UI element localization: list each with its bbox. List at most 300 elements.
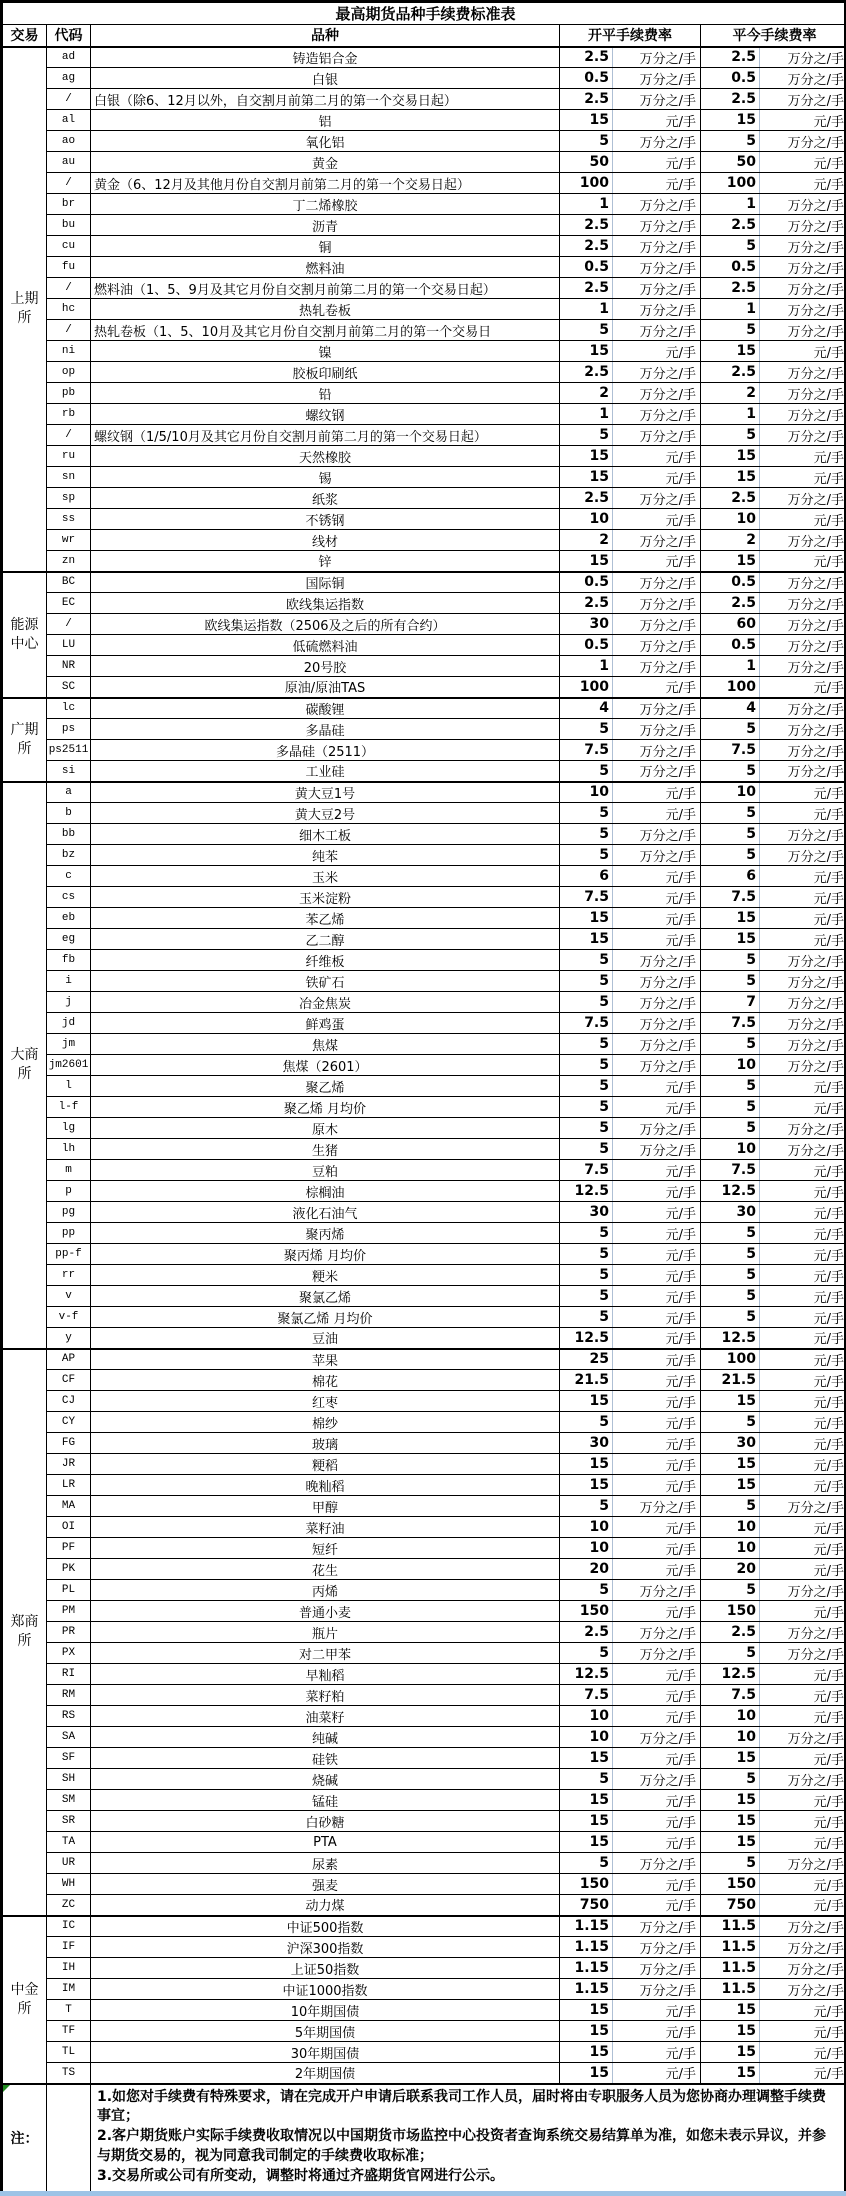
table-row [3,1937,846,1958]
product-cell: 沪深300指数 [91,1937,560,1958]
fee-table-body [3,47,846,2084]
close-today-fee-unit-cell: 元/手 [760,1664,846,1685]
open-fee-value-cell: 30 [560,1202,613,1223]
product-cell: 油菜籽 [91,1706,560,1727]
code-cell: pb [47,383,91,404]
close-today-fee-value-cell: 15 [701,2021,760,2042]
close-today-fee-unit-cell: 元/手 [760,1349,846,1370]
close-today-fee-unit-cell: 万分之/手 [760,1916,846,1937]
close-today-fee-value-cell: 5 [701,950,760,971]
note-line: 2.客户期货账户实际手续费收取情况以中国期货市场监控中心投资者查询系统交易结算单为准，如您未表示异议，并参与期货交易的，视为同意我司制定的手续费收取标准； [97,2127,840,2167]
close-today-fee-value-cell: 100 [701,677,760,698]
open-fee-value-cell: 5 [560,1643,613,1664]
code-cell: l-f [47,1097,91,1118]
product-cell: 上证50指数 [91,1958,560,1979]
page-title: 最高期货品种手续费标准表 [3,3,846,25]
code-cell: TF [47,2021,91,2042]
exchange-label: 郑商所 [10,1613,40,1651]
open-fee-unit-cell: 元/手 [613,1706,701,1727]
open-fee-unit-cell: 元/手 [613,1790,701,1811]
open-fee-value-cell: 15 [560,467,613,488]
code-cell: LU [47,635,91,656]
open-fee-value-cell: 750 [560,1895,613,1916]
table-row [3,404,846,425]
code-cell: y [47,1328,91,1349]
close-today-fee-value-cell: 5 [701,971,760,992]
code-cell: T [47,2000,91,2021]
close-today-fee-unit-cell: 元/手 [760,1601,846,1622]
product-cell: 锌 [91,551,560,572]
product-cell: 螺纹钢 [91,404,560,425]
code-cell: IC [47,1916,91,1937]
open-fee-unit-cell: 万分之/手 [613,425,701,446]
fee-table-head [3,3,846,47]
table-row [3,1580,846,1601]
close-today-fee-value-cell: 0.5 [701,257,760,278]
code-cell: WH [47,1874,91,1895]
close-today-fee-value-cell: 5 [701,803,760,824]
table-row [3,89,846,110]
close-today-fee-unit-cell: 元/手 [760,1160,846,1181]
open-fee-unit-cell: 元/手 [613,509,701,530]
exchange-cell [3,782,47,1349]
open-fee-value-cell: 2.5 [560,215,613,236]
close-today-fee-unit-cell: 元/手 [760,1412,846,1433]
code-cell: / [47,89,91,110]
code-cell: CF [47,1370,91,1391]
table-row [3,614,846,635]
open-fee-value-cell: 1.15 [560,1979,613,2000]
open-fee-unit-cell: 元/手 [613,1202,701,1223]
product-cell: 丙烯 [91,1580,560,1601]
notes-row [3,2084,846,2191]
open-fee-unit-cell: 万分之/手 [613,614,701,635]
table-row [3,1538,846,1559]
fee-table [2,2,846,2191]
open-fee-value-cell: 5 [560,845,613,866]
product-cell: 硅铁 [91,1748,560,1769]
table-row [3,1664,846,1685]
table-row [3,278,846,299]
table-row [3,2021,846,2042]
open-fee-unit-cell: 元/手 [613,887,701,908]
table-row [3,1706,846,1727]
code-cell: ss [47,509,91,530]
table-row [3,2063,846,2084]
close-today-fee-unit-cell: 万分之/手 [760,1139,846,1160]
close-today-fee-unit-cell: 万分之/手 [760,1979,846,2000]
header-row [3,25,846,47]
open-fee-value-cell: 150 [560,1874,613,1895]
table-row [3,908,846,929]
open-fee-value-cell: 5 [560,1265,613,1286]
open-fee-unit-cell: 元/手 [613,677,701,698]
open-fee-value-cell: 5 [560,1307,613,1328]
code-cell: b [47,803,91,824]
open-fee-value-cell: 0.5 [560,635,613,656]
open-fee-unit-cell: 元/手 [613,1454,701,1475]
open-fee-value-cell: 0.5 [560,572,613,593]
code-cell: RM [47,1685,91,1706]
close-today-fee-value-cell: 2.5 [701,215,760,236]
product-cell: 红枣 [91,1391,560,1412]
product-cell: 多晶硅 [91,719,560,740]
code-cell: SF [47,1748,91,1769]
open-fee-value-cell: 10 [560,1727,613,1748]
open-fee-value-cell: 1 [560,656,613,677]
open-fee-unit-cell: 万分之/手 [613,1916,701,1937]
table-row [3,1601,846,1622]
close-today-fee-value-cell: 5 [701,1118,760,1139]
product-cell: 瓶片 [91,1622,560,1643]
table-row [3,47,846,68]
product-cell: 玉米淀粉 [91,887,560,908]
product-cell: 液化石油气 [91,1202,560,1223]
open-fee-unit-cell: 元/手 [613,1286,701,1307]
table-row [3,1643,846,1664]
open-fee-unit-cell: 元/手 [613,1265,701,1286]
code-cell: ZC [47,1895,91,1916]
open-fee-value-cell: 2 [560,383,613,404]
close-today-fee-value-cell: 100 [701,173,760,194]
close-today-fee-unit-cell: 元/手 [760,1538,846,1559]
close-today-fee-unit-cell: 元/手 [760,1517,846,1538]
excel-corner-marker-icon [3,2085,10,2092]
product-cell: 粳米 [91,1265,560,1286]
close-today-fee-unit-cell: 万分之/手 [760,1853,846,1874]
code-cell: pp [47,1223,91,1244]
product-cell: 低硫燃料油 [91,635,560,656]
code-cell: / [47,173,91,194]
close-today-fee-unit-cell: 万分之/手 [760,698,846,719]
open-fee-unit-cell: 万分之/手 [613,1034,701,1055]
close-today-fee-value-cell: 10 [701,1538,760,1559]
close-today-fee-value-cell: 15 [701,1811,760,1832]
close-today-fee-unit-cell: 元/手 [760,1790,846,1811]
code-cell: UR [47,1853,91,1874]
close-today-fee-value-cell: 5 [701,1496,760,1517]
product-cell: 甲醇 [91,1496,560,1517]
code-cell: PX [47,1643,91,1664]
close-today-fee-unit-cell: 万分之/手 [760,1034,846,1055]
product-cell: 聚氯乙烯 [91,1286,560,1307]
exchange-cell [3,572,47,698]
open-fee-value-cell: 1 [560,299,613,320]
code-cell: c [47,866,91,887]
open-fee-value-cell: 5 [560,1496,613,1517]
code-cell: / [47,614,91,635]
product-cell: 胶板印刷纸 [91,362,560,383]
close-today-fee-unit-cell: 元/手 [760,2042,846,2063]
table-row [3,551,846,572]
open-fee-unit-cell: 元/手 [613,1538,701,1559]
open-fee-value-cell: 6 [560,866,613,887]
code-cell: CJ [47,1391,91,1412]
close-today-fee-value-cell: 2 [701,383,760,404]
open-fee-value-cell: 10 [560,509,613,530]
exchange-label: 上期所 [10,290,40,328]
open-fee-unit-cell: 万分之/手 [613,1958,701,1979]
open-fee-value-cell: 1 [560,404,613,425]
product-cell: 原木 [91,1118,560,1139]
code-cell: br [47,194,91,215]
open-fee-unit-cell: 元/手 [613,1412,701,1433]
close-today-fee-value-cell: 15 [701,1748,760,1769]
close-today-fee-value-cell: 5 [701,1244,760,1265]
open-fee-value-cell: 5 [560,1853,613,1874]
open-fee-value-cell: 30 [560,614,613,635]
table-row [3,362,846,383]
product-cell: 纤维板 [91,950,560,971]
table-row [3,1202,846,1223]
code-cell: j [47,992,91,1013]
table-row [3,1139,846,1160]
table-row [3,1370,846,1391]
open-fee-unit-cell: 元/手 [613,1748,701,1769]
product-cell: 菜籽粕 [91,1685,560,1706]
product-cell: 菜籽油 [91,1517,560,1538]
table-row [3,341,846,362]
close-today-fee-unit-cell: 元/手 [760,341,846,362]
code-cell: cs [47,887,91,908]
col-header-product: 品种 [91,25,560,47]
table-row [3,236,846,257]
close-today-fee-value-cell: 15 [701,1832,760,1853]
close-today-fee-value-cell: 750 [701,1895,760,1916]
open-fee-value-cell: 5 [560,803,613,824]
code-cell: PR [47,1622,91,1643]
table-row [3,1454,846,1475]
product-cell: 聚丙烯 月均价 [91,1244,560,1265]
open-fee-value-cell: 5 [560,1118,613,1139]
close-today-fee-unit-cell: 万分之/手 [760,719,846,740]
code-cell: / [47,320,91,341]
col-header-close-today-fee: 平今手续费率 [701,25,846,47]
code-cell: AP [47,1349,91,1370]
close-today-fee-value-cell: 5 [701,719,760,740]
open-fee-unit-cell: 元/手 [613,110,701,131]
product-cell: 欧线集运指数 [91,593,560,614]
code-cell: a [47,782,91,803]
code-cell: pp-f [47,1244,91,1265]
open-fee-unit-cell: 万分之/手 [613,257,701,278]
close-today-fee-unit-cell: 元/手 [760,2000,846,2021]
table-row [3,1685,846,1706]
open-fee-value-cell: 7.5 [560,887,613,908]
close-today-fee-unit-cell: 元/手 [760,1076,846,1097]
open-fee-unit-cell: 万分之/手 [613,1643,701,1664]
code-cell: MA [47,1496,91,1517]
open-fee-unit-cell: 元/手 [613,803,701,824]
open-fee-value-cell: 15 [560,2042,613,2063]
product-cell: 纯苯 [91,845,560,866]
close-today-fee-unit-cell: 元/手 [760,866,846,887]
product-cell: 生猪 [91,1139,560,1160]
exchange-cell [3,47,47,572]
product-cell: 铸造铝合金 [91,47,560,68]
close-today-fee-value-cell: 1 [701,404,760,425]
open-fee-unit-cell: 万分之/手 [613,719,701,740]
close-today-fee-unit-cell: 万分之/手 [760,845,846,866]
table-row [3,215,846,236]
col-header-code: 代码 [47,25,91,47]
table-row [3,530,846,551]
open-fee-value-cell: 5 [560,1097,613,1118]
open-fee-unit-cell: 元/手 [613,1370,701,1391]
open-fee-unit-cell: 万分之/手 [613,698,701,719]
title-row [3,3,846,25]
product-cell: 铜 [91,236,560,257]
exchange-label: 广期所 [10,721,40,759]
code-cell: PM [47,1601,91,1622]
open-fee-value-cell: 5 [560,1055,613,1076]
open-fee-value-cell: 150 [560,1601,613,1622]
open-fee-unit-cell: 元/手 [613,866,701,887]
open-fee-unit-cell: 元/手 [613,2042,701,2063]
open-fee-unit-cell: 万分之/手 [613,383,701,404]
close-today-fee-value-cell: 50 [701,152,760,173]
open-fee-unit-cell: 元/手 [613,1832,701,1853]
table-row [3,992,846,1013]
table-row [3,446,846,467]
code-cell: pg [47,1202,91,1223]
close-today-fee-value-cell: 2 [701,530,760,551]
code-cell: al [47,110,91,131]
close-today-fee-unit-cell: 万分之/手 [760,488,846,509]
close-today-fee-value-cell: 5 [701,1097,760,1118]
open-fee-value-cell: 2.5 [560,1622,613,1643]
open-fee-unit-cell: 元/手 [613,1685,701,1706]
code-cell: SA [47,1727,91,1748]
product-cell: 冶金焦炭 [91,992,560,1013]
open-fee-unit-cell: 万分之/手 [613,362,701,383]
product-cell: 对二甲苯 [91,1643,560,1664]
open-fee-unit-cell: 元/手 [613,1328,701,1349]
close-today-fee-value-cell: 7.5 [701,1160,760,1181]
notes-text-cell [91,2084,846,2191]
close-today-fee-value-cell: 15 [701,1475,760,1496]
code-cell: JR [47,1454,91,1475]
open-fee-value-cell: 2.5 [560,362,613,383]
close-today-fee-value-cell: 60 [701,614,760,635]
close-today-fee-unit-cell: 万分之/手 [760,530,846,551]
code-cell: bb [47,824,91,845]
open-fee-value-cell: 5 [560,1286,613,1307]
open-fee-unit-cell: 万分之/手 [613,635,701,656]
open-fee-value-cell: 5 [560,1076,613,1097]
product-cell: 豆油 [91,1328,560,1349]
close-today-fee-unit-cell: 万分之/手 [760,971,846,992]
open-fee-value-cell: 5 [560,1223,613,1244]
table-row [3,1097,846,1118]
open-fee-value-cell: 15 [560,1832,613,1853]
table-row [3,1160,846,1181]
table-row [3,950,846,971]
open-fee-value-cell: 2.5 [560,488,613,509]
open-fee-value-cell: 15 [560,1790,613,1811]
table-row [3,782,846,803]
close-today-fee-value-cell: 15 [701,2063,760,2084]
open-fee-value-cell: 12.5 [560,1181,613,1202]
close-today-fee-unit-cell: 万分之/手 [760,1643,846,1664]
product-cell: 工业硅 [91,761,560,782]
product-cell: 螺纹钢（1/5/10月及其它月份自交割月前第二月的第一个交易日起） [91,425,560,446]
open-fee-unit-cell: 元/手 [613,1160,701,1181]
close-today-fee-unit-cell: 元/手 [760,1832,846,1853]
product-cell: 燃料油 [91,257,560,278]
close-today-fee-value-cell: 10 [701,1517,760,1538]
open-fee-value-cell: 2.5 [560,89,613,110]
open-fee-unit-cell: 万分之/手 [613,1055,701,1076]
open-fee-value-cell: 1 [560,194,613,215]
open-fee-unit-cell: 万分之/手 [613,215,701,236]
table-row [3,131,846,152]
code-cell: SH [47,1769,91,1790]
open-fee-value-cell: 100 [560,677,613,698]
product-cell: 黄金 [91,152,560,173]
table-row [3,1517,846,1538]
open-fee-unit-cell: 万分之/手 [613,194,701,215]
product-cell: 聚乙烯 月均价 [91,1097,560,1118]
code-cell: TA [47,1832,91,1853]
close-today-fee-unit-cell: 万分之/手 [760,572,846,593]
close-today-fee-unit-cell: 万分之/手 [760,761,846,782]
open-fee-unit-cell: 元/手 [613,446,701,467]
table-row [3,677,846,698]
close-today-fee-unit-cell: 万分之/手 [760,740,846,761]
code-cell: eg [47,929,91,950]
code-cell: fb [47,950,91,971]
close-today-fee-value-cell: 7.5 [701,1013,760,1034]
code-cell: ag [47,68,91,89]
open-fee-value-cell: 7.5 [560,1685,613,1706]
open-fee-unit-cell: 元/手 [613,1391,701,1412]
code-cell: LR [47,1475,91,1496]
close-today-fee-value-cell: 5 [701,1769,760,1790]
open-fee-unit-cell: 元/手 [613,1349,701,1370]
table-row [3,803,846,824]
close-today-fee-unit-cell: 万分之/手 [760,257,846,278]
open-fee-unit-cell: 万分之/手 [613,656,701,677]
close-today-fee-unit-cell: 万分之/手 [760,992,846,1013]
close-today-fee-unit-cell: 元/手 [760,1097,846,1118]
code-cell: RS [47,1706,91,1727]
product-cell: 焦煤（2601） [91,1055,560,1076]
code-cell: sn [47,467,91,488]
code-cell: rr [47,1265,91,1286]
table-row [3,1412,846,1433]
open-fee-value-cell: 15 [560,929,613,950]
close-today-fee-value-cell: 12.5 [701,1328,760,1349]
code-cell: m [47,1160,91,1181]
close-today-fee-unit-cell: 元/手 [760,803,846,824]
open-fee-value-cell: 5 [560,1139,613,1160]
table-row [3,1181,846,1202]
table-row [3,1076,846,1097]
product-cell: 短纤 [91,1538,560,1559]
code-cell: OI [47,1517,91,1538]
product-cell: 黄大豆1号 [91,782,560,803]
product-cell: 5年期国债 [91,2021,560,2042]
code-cell: BC [47,572,91,593]
product-cell: 欧线集运指数（2506及之后的所有合约） [91,614,560,635]
open-fee-value-cell: 5 [560,425,613,446]
product-cell: 乙二醇 [91,929,560,950]
open-fee-unit-cell: 万分之/手 [613,1013,701,1034]
open-fee-unit-cell: 元/手 [613,2063,701,2084]
open-fee-unit-cell: 元/手 [613,341,701,362]
close-today-fee-unit-cell: 万分之/手 [760,950,846,971]
